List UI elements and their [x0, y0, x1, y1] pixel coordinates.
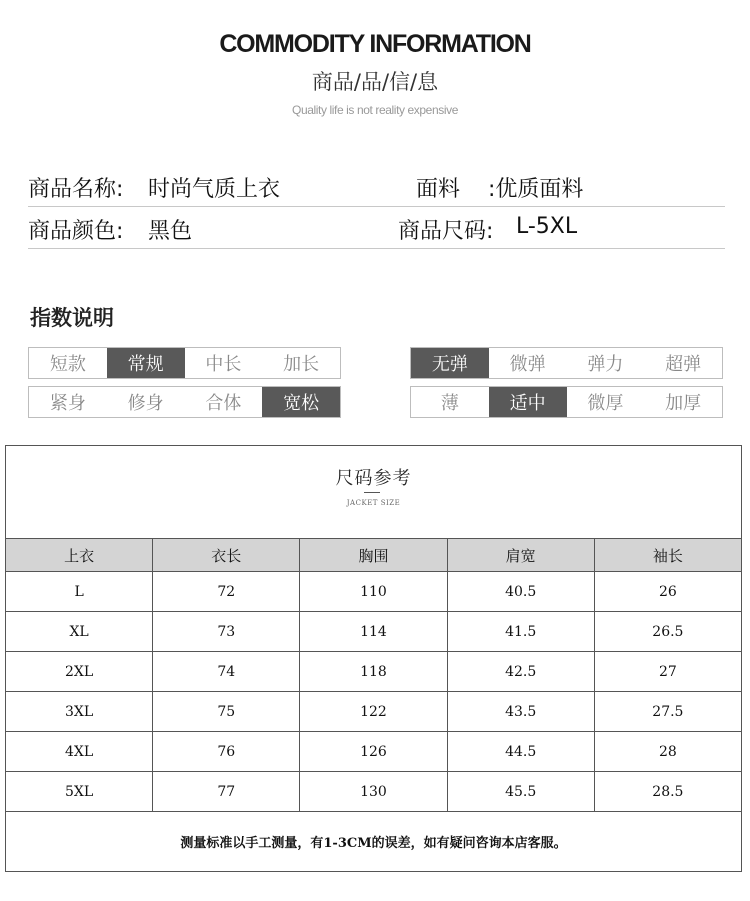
table-cell: 42.5	[447, 652, 594, 692]
table-row	[6, 692, 742, 732]
table-cell: 45.5	[447, 772, 594, 812]
table-cell: L	[6, 572, 153, 612]
table-cell: 27	[594, 652, 741, 692]
length-option: 短款	[49, 354, 86, 375]
fit-option: 合体	[205, 393, 242, 414]
header-title: COMMODITY INFORMATION	[219, 30, 531, 58]
table-cell: 130	[300, 772, 447, 812]
header-cell: 胸围	[300, 539, 447, 572]
header-tagline: Quality life is not reality expensive	[292, 103, 458, 117]
thickness-option: 薄	[440, 393, 459, 414]
table-row	[6, 732, 742, 772]
fit-option: 宽松	[262, 387, 340, 417]
table-row	[6, 772, 742, 812]
table-cell: 40.5	[447, 572, 594, 612]
table-cell: 4XL	[6, 732, 153, 772]
fit-index	[28, 386, 341, 418]
header-subtitle: 商品/品/信/息	[311, 70, 439, 94]
table-cell: 3XL	[6, 692, 153, 732]
table-cell: 126	[300, 732, 447, 772]
color-label: 商品颜色:	[28, 219, 124, 244]
elasticity-option: 超弹	[665, 354, 702, 375]
fabric-value: :优质面料	[488, 177, 584, 202]
fit-option: 紧身	[49, 393, 86, 414]
table-cell: 74	[153, 652, 300, 692]
table-cell: 26.5	[594, 612, 741, 652]
title-divider	[364, 492, 380, 493]
fabric-label: 面料	[416, 177, 461, 202]
thickness-option: 加厚	[665, 393, 702, 414]
color-value: 黑色	[148, 219, 193, 244]
table-row	[6, 572, 742, 612]
table-cell: 72	[153, 572, 300, 612]
elasticity-option: 微弹	[509, 354, 546, 375]
table-cell: 5XL	[6, 772, 153, 812]
table-cell: 76	[153, 732, 300, 772]
header-cell: 袖长	[594, 539, 741, 572]
table-row	[6, 652, 742, 692]
index-section-title: 指数说明	[30, 306, 114, 330]
measurement-note: 测量标准以手工测量，有1-3CM的误差，如有疑问咨询本店客服。	[180, 836, 567, 851]
elasticity-index	[410, 347, 723, 379]
table-cell: 28.5	[594, 772, 741, 812]
name-label: 商品名称:	[28, 177, 124, 202]
table-cell: 44.5	[447, 732, 594, 772]
name-value: 时尚气质上衣	[148, 177, 281, 202]
size-chart-title: 尺码参考	[335, 468, 412, 489]
size-value: L-5XL	[516, 214, 578, 239]
length-option: 常规	[107, 348, 185, 378]
table-cell: 73	[153, 612, 300, 652]
index-group-elasticity-thickness	[410, 347, 722, 417]
size-chart-subtitle: JACKET SIZE	[346, 499, 401, 507]
table-cell: 28	[594, 732, 741, 772]
table-cell: 77	[153, 772, 300, 812]
thickness-index	[410, 386, 723, 418]
fit-option: 修身	[127, 393, 164, 414]
table-row	[6, 612, 742, 652]
header-cell: 肩宽	[447, 539, 594, 572]
thickness-option: 适中	[489, 387, 567, 417]
size-chart	[5, 445, 742, 872]
table-cell: 43.5	[447, 692, 594, 732]
header-cell: 上衣	[6, 539, 153, 572]
size-table	[5, 538, 742, 812]
info-row-color-size	[28, 212, 725, 249]
size-label: 商品尺码:	[398, 219, 494, 244]
table-cell: 122	[300, 692, 447, 732]
length-index	[28, 347, 341, 379]
length-option: 中长	[205, 354, 242, 375]
table-cell: 114	[300, 612, 447, 652]
header-cell: 衣长	[153, 539, 300, 572]
table-cell: 41.5	[447, 612, 594, 652]
table-header-row	[6, 539, 742, 572]
table-cell: XL	[6, 612, 153, 652]
thickness-option: 微厚	[587, 393, 624, 414]
elasticity-option: 无弹	[411, 348, 489, 378]
length-option: 加长	[283, 354, 320, 375]
elasticity-option: 弹力	[587, 354, 624, 375]
info-row-name-fabric	[28, 170, 725, 207]
table-cell: 118	[300, 652, 447, 692]
table-cell: 2XL	[6, 652, 153, 692]
table-cell: 75	[153, 692, 300, 732]
table-cell: 110	[300, 572, 447, 612]
table-cell: 26	[594, 572, 741, 612]
index-group-length-fit	[28, 347, 340, 417]
table-cell: 27.5	[594, 692, 741, 732]
